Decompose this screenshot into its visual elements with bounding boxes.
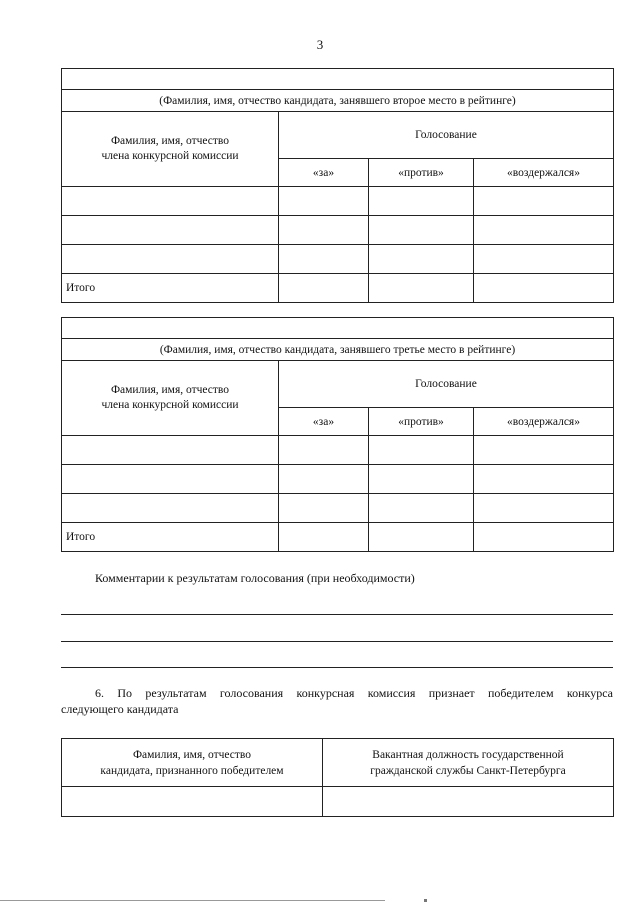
table-row [62,245,614,274]
abstain-cell[interactable] [474,245,614,274]
for-cell[interactable] [279,187,369,216]
comment-line[interactable] [61,667,613,668]
total-abstain-cell[interactable] [474,523,614,552]
col-against-header: «против» [369,408,474,436]
winner-header-line1: Фамилия, имя, отчество [132,748,252,761]
section-6-line2: следующего кандидата [61,702,179,716]
member-cell[interactable] [62,465,279,494]
against-cell[interactable] [369,494,474,523]
total-for-cell[interactable] [279,523,369,552]
total-abstain-cell[interactable] [474,274,614,303]
abstain-cell[interactable] [474,465,614,494]
member-cell[interactable] [62,245,279,274]
vacancy-header-line2: гражданской службы Санкт-Петербурга [370,764,566,777]
table-row [62,494,614,523]
total-against-cell[interactable] [369,523,474,552]
col-for-header: «за» [279,159,369,187]
page-number: 3 [316,37,324,52]
section-6-line1: 6. По результатам голосования конкурсная комиссия признает победителем конкурса [95,686,613,700]
col-for-header: «за» [279,408,369,436]
winner-name-cell[interactable] [62,787,323,817]
for-cell[interactable] [279,465,369,494]
vacancy-cell[interactable] [323,787,614,817]
abstain-cell[interactable] [474,494,614,523]
total-label: Итого [62,274,279,303]
against-cell[interactable] [369,245,474,274]
total-row [62,274,614,303]
voting-header: Голосование [279,112,614,159]
member-cell[interactable] [62,216,279,245]
for-cell[interactable] [279,216,369,245]
voting-table-second-place [61,68,614,303]
candidate-name-field[interactable] [62,69,614,90]
scan-speck [424,899,427,902]
abstain-cell[interactable] [474,187,614,216]
comment-line[interactable] [61,614,613,615]
candidate-name-field[interactable] [62,318,614,339]
against-cell[interactable] [369,216,474,245]
vacancy-header [323,739,614,787]
vacancy-header-line1: Вакантная должность государственной [372,748,564,761]
table-row [62,187,614,216]
against-cell[interactable] [369,187,474,216]
voting-table-third-place [61,317,614,552]
member-header-line2: члена конкурсной комиссии [101,150,239,162]
comment-line[interactable] [61,641,613,642]
total-row [62,523,614,552]
for-cell[interactable] [279,245,369,274]
member-header-line2: члена конкурсной комиссии [101,399,239,411]
member-cell[interactable] [62,187,279,216]
winner-name-header [62,739,323,787]
member-cell[interactable] [62,436,279,465]
abstain-cell[interactable] [474,436,614,465]
candidate-caption: (Фамилия, имя, отчество кандидата, занявшего второе место в рейтинге) [62,90,614,112]
member-header-line1: Фамилия, имя, отчество [110,135,230,147]
col-abstain-header: «воздержался» [474,408,614,436]
total-against-cell[interactable] [369,274,474,303]
table-row [62,436,614,465]
member-header-line1: Фамилия, имя, отчество [110,384,230,396]
col-abstain-header: «воздержался» [474,159,614,187]
total-label: Итого [62,523,279,552]
scan-edge-line [0,900,385,901]
abstain-cell[interactable] [474,216,614,245]
table-row [62,216,614,245]
for-cell[interactable] [279,494,369,523]
member-name-header [62,361,279,436]
against-cell[interactable] [369,465,474,494]
section-6-paragraph [61,685,613,717]
total-for-cell[interactable] [279,274,369,303]
winner-table [61,738,614,817]
against-cell[interactable] [369,436,474,465]
for-cell[interactable] [279,436,369,465]
member-cell[interactable] [62,494,279,523]
voting-header: Голосование [279,361,614,408]
member-name-header [62,112,279,187]
col-against-header: «против» [369,159,474,187]
comments-label: Комментарии к результатам голосования (при необходимости) [95,571,415,585]
table-row [62,465,614,494]
winner-header-line2: кандидата, признанного победителем [100,764,284,777]
candidate-caption: (Фамилия, имя, отчество кандидата, занявшего третье место в рейтинге) [62,339,614,361]
